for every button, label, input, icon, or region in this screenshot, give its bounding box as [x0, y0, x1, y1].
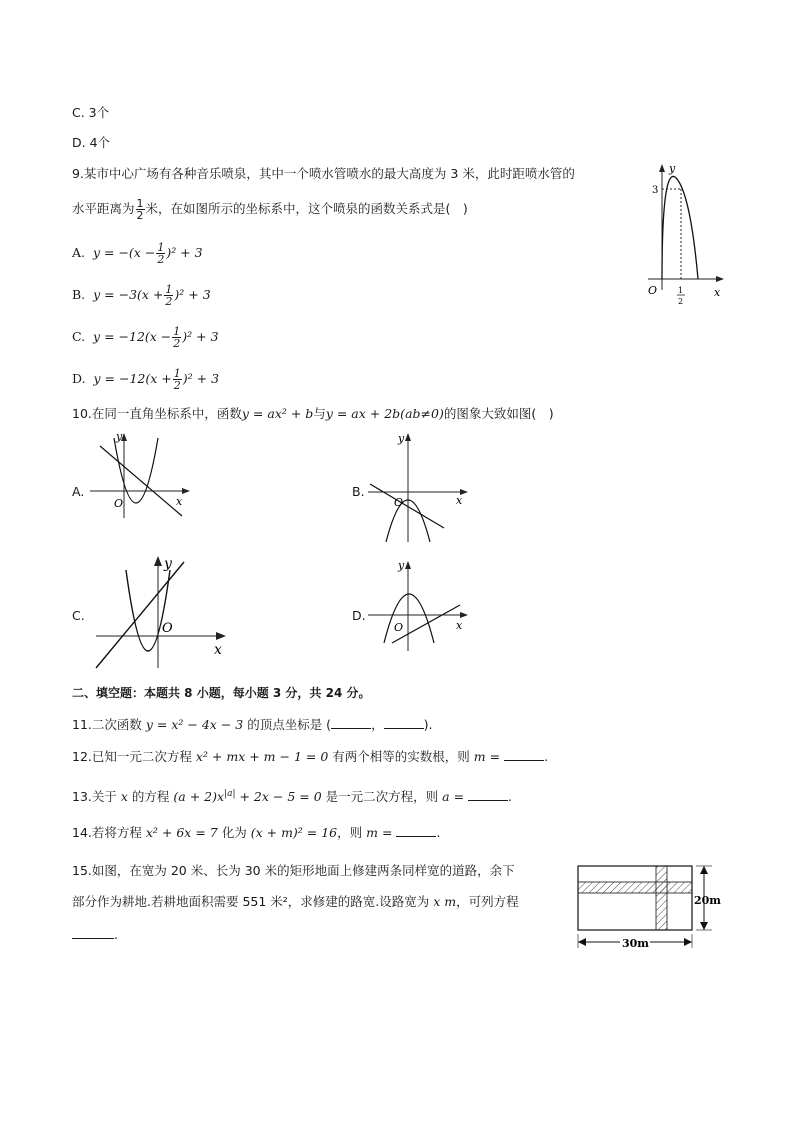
svg-text:x: x [456, 494, 463, 507]
length-label: 30m [622, 937, 649, 950]
q9-fountain-graph [640, 160, 730, 310]
q8-option-c: C. 3个 [72, 105, 110, 120]
line [370, 484, 444, 528]
q10-option-c-label: C. [72, 608, 85, 623]
y-axis-arrow [659, 164, 665, 172]
section2-title: 二、填空题：本题共 8 小题，每小题 3 分，共 24 分。 [72, 686, 371, 700]
q12: 12.已知一元二次方程 x² + mx + m − 1 = 0 有两个相等的实数根，则 m = . [72, 749, 549, 764]
q9-option-b: B. y = −3(x + $\frac{1}{2}$ )² + 3 [72, 283, 211, 308]
q9-text-line2 [72, 198, 468, 221]
svg-text:y: y [398, 559, 405, 572]
q10-option-d-label: D. [352, 608, 366, 623]
svg-text:y: y [398, 432, 405, 445]
svg-text:y: y [116, 430, 123, 443]
q10-graph-a [86, 428, 196, 523]
q10-graph-b [364, 428, 474, 546]
q8-option-d: D. 4个 [72, 135, 111, 150]
q15-rect-figure [572, 860, 732, 952]
parabola [384, 594, 434, 643]
q11-blank-1[interactable] [331, 716, 371, 729]
parabola-curve [662, 176, 698, 279]
svg-text:x: x [176, 495, 183, 508]
q9-line2-prefix: 水平距离为 [72, 201, 135, 216]
field-rect [578, 866, 692, 930]
road-horizontal [578, 882, 692, 893]
q12-blank[interactable] [504, 748, 544, 761]
q11-blank-2[interactable] [384, 716, 424, 729]
q9-fraction: $\frac{1}{2}$ [136, 197, 144, 222]
q13-blank[interactable] [468, 788, 508, 801]
tick-num: 1 [678, 286, 684, 295]
q10-option-b-label: B. [352, 484, 365, 499]
q9-text-line1: 9.某市中心广场有各种音乐喷泉，其中一个喷水管喷水的最大高度为 3 米，此时距喷水管的 [72, 166, 575, 181]
q9-option-a: A. y = −(x − $\frac{1}{2}$ )² + 3 [72, 241, 203, 266]
q10-option-a-label: A. [72, 484, 85, 499]
q15-blank[interactable] [72, 926, 114, 939]
q15-line3: . [72, 926, 118, 944]
origin-label: O [648, 284, 658, 297]
q9-line2-suffix: 米，在如图所示的坐标系中，这个喷泉的函数关系式是( ) [145, 201, 468, 216]
q9-option-d: D. y = −12(x + $\frac{1}{2}$ )² + 3 [72, 367, 220, 392]
q14: 14.若将方程 x² + 6x = 7 化为 (x + m)² = 16，则 m = . [72, 825, 441, 840]
q10-graph-c [92, 552, 232, 672]
x-label: x [714, 286, 721, 299]
line [100, 446, 182, 516]
tick-den: 2 [678, 297, 684, 306]
q14-blank[interactable] [396, 824, 436, 837]
line [96, 562, 184, 668]
svg-text:x: x [456, 619, 463, 632]
y-label: y [669, 162, 676, 175]
svg-text:O: O [114, 497, 124, 510]
parabola [114, 438, 158, 503]
svg-text:y: y [164, 556, 172, 572]
road-vertical [656, 866, 667, 930]
q15-line2: 部分作为耕地.若耕地面积需要 551 米²，求修建的路宽.设路宽为 x m，可列方程 [72, 894, 519, 909]
peak-label: 3 [652, 185, 659, 196]
svg-text:O: O [394, 621, 404, 634]
q10-text: 10.在同一直角坐标系中，函数y = ax² + b与y = ax + 2b(ab≠0)的图象大致如图( ) [72, 406, 554, 421]
q9-option-c: C. y = −12(x − $\frac{1}{2}$ )² + 3 [72, 325, 219, 350]
width-label: 20m [694, 894, 721, 907]
parabola [126, 570, 170, 651]
q10-graph-d [364, 555, 474, 655]
svg-text:x: x [214, 642, 222, 658]
x-axis-arrow [716, 276, 724, 282]
svg-text:O: O [162, 621, 173, 636]
q11: 11.二次函数 y = x² − 4x − 3 的顶点坐标是 ( ， ). [72, 717, 433, 732]
q15-line1: 15.如图，在宽为 20 米、长为 30 米的矩形地面上修建两条同样宽的道路，余下 [72, 863, 515, 878]
svg-text:O: O [394, 496, 404, 509]
q13: 13.关于 x 的方程 $(a + 2)x^{|a|} + 2x - 5 = 0$ 是一元二次方程，则 a = . [72, 789, 513, 805]
